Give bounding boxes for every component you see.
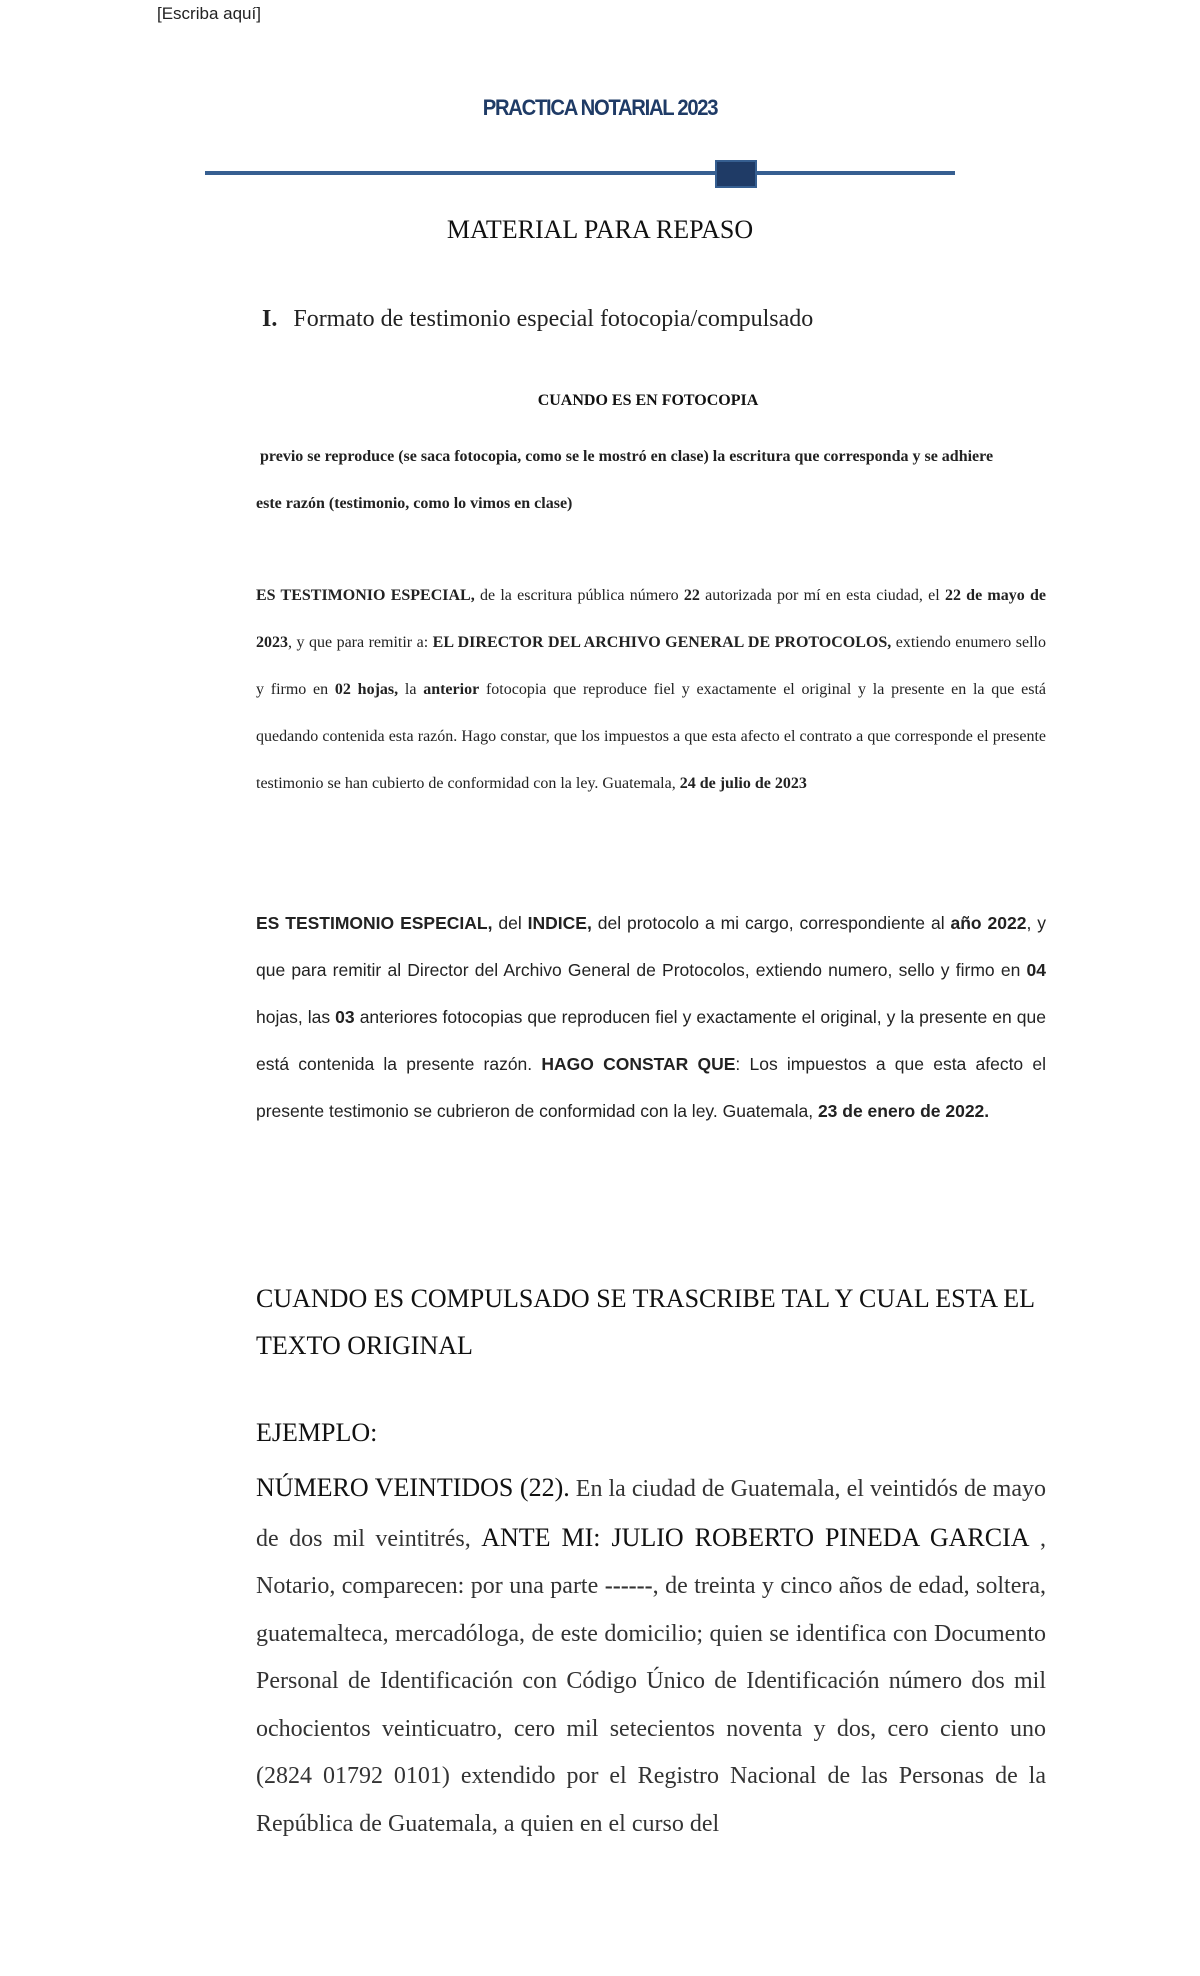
text: , de treinta y cinco años de edad, soltera, guatemalteca, mercadóloga, de este domicilio; quien se identifica con Documento Personal de Identificación con Código Único de Identificación número dos mil ochocientos veinticuatro, cero mil setecientos noventa y dos, cero ciento uno (2824 01792 0101) extendido por el Registro Nacional de las Personas de la República de Guatemala, a quien en el curso del (256, 1573, 1046, 1837)
divider-line (205, 171, 955, 175)
text: extiendo enumero sello y firmo en (256, 634, 1046, 698)
section-heading (262, 306, 813, 333)
text-bold: HAGO CONSTAR QUE (541, 1054, 736, 1074)
section-title: Formato de testimonio especial fotocopia/compulsado (293, 306, 814, 332)
text: del (492, 913, 528, 933)
fotocopia-subtitle: CUANDO ES EN FOTOCOPIA (537, 392, 759, 409)
text: fotocopia que reproduce fiel y exactamente el original y la presente en la que está quedando contenida esta razón. Hago constar, que los impuestos a que esta afecto el contrato a que corresponde el presente testimonio se han cubierto de conformidad con la ley. Guatemala, (256, 681, 1047, 792)
testimonio-escritura-paragraph (256, 572, 1046, 807)
text: anteriores fotocopias que reproducen fiel y exactamente el original, y la presente en que está contenida la presente razón. (256, 1007, 1046, 1074)
text-bold: 23 de enero de 2022. (817, 1101, 990, 1121)
divider-ornament (715, 160, 757, 188)
ejemplo-label: EJEMPLO: (256, 1418, 378, 1447)
intro-line-2: este razón (testimonio, como lo vimos en clase) (256, 495, 573, 512)
text-bold: INDICE, (527, 913, 592, 933)
fotocopia-intro (256, 433, 1046, 527)
text-bold: ES TESTIMONIO ESPECIAL, (256, 913, 493, 933)
compulsado-heading: CUANDO ES COMPULSADO SE TRASCRIBE TAL Y CUAL ESTA EL TEXTO ORIGINAL (256, 1284, 1035, 1360)
text-bold: 22 de mayo de 2023 (256, 587, 1047, 651)
document-title: PRACTICA NOTARIAL 2023 (482, 95, 718, 120)
material-heading: MATERIAL PARA REPASO (446, 215, 754, 244)
text: de la escritura pública número (474, 587, 684, 604)
deed-number: NÚMERO VEINTIDOS (22). (256, 1473, 570, 1502)
intro-line-1: previo se reproduce (se saca fotocopia, como se le mostró en clase) la escritura que corresponda y se adhiere (260, 448, 994, 465)
text: del protocolo a mi cargo, correspondiente al (591, 913, 951, 933)
blank-placeholder: ------ (604, 1573, 653, 1599)
text-bold: 22 (683, 587, 700, 604)
text: autorizada por mí en esta ciudad, el (699, 587, 945, 604)
text: , y que para remitir al Director del Archivo General de Protocolos, extiendo numero, sello y firmo en (256, 913, 1046, 980)
title-divider (205, 168, 955, 178)
testimonio-indice-paragraph (256, 900, 1046, 1135)
text-bold: EL DIRECTOR DEL ARCHIVO GENERAL DE PROTOCOLOS, (432, 634, 892, 651)
text: , y que para remitir a: (288, 634, 433, 651)
text-bold: 03 (335, 1007, 355, 1027)
text-bold: 24 de julio de 2023 (679, 775, 807, 792)
notary-name: ANTE MI: JULIO ROBERTO PINEDA GARCIA (481, 1522, 1030, 1552)
text-bold: ES TESTIMONIO ESPECIAL, (256, 587, 475, 604)
text: : Los impuestos a que esta afecto el presente testimonio se cubrieron de conformidad con la ley. Guatemala, (256, 1054, 1046, 1121)
text-bold: año 2022 (950, 913, 1027, 933)
text-bold: anterior (423, 681, 480, 698)
example-deed-paragraph (256, 1464, 1046, 1848)
text-bold: 02 hojas, (334, 681, 399, 698)
section-number: I. (262, 306, 278, 332)
text: En la ciudad de Guatemala, el veintidós de mayo de dos mil veintitrés, (256, 1476, 1047, 1552)
text-bold: 04 (1026, 960, 1046, 980)
text: la (398, 681, 424, 698)
header-placeholder: [Escriba aquí] (157, 4, 261, 23)
text: , Notario, comparecen: por una parte (256, 1525, 1046, 1599)
text: hojas, las (256, 1007, 336, 1027)
